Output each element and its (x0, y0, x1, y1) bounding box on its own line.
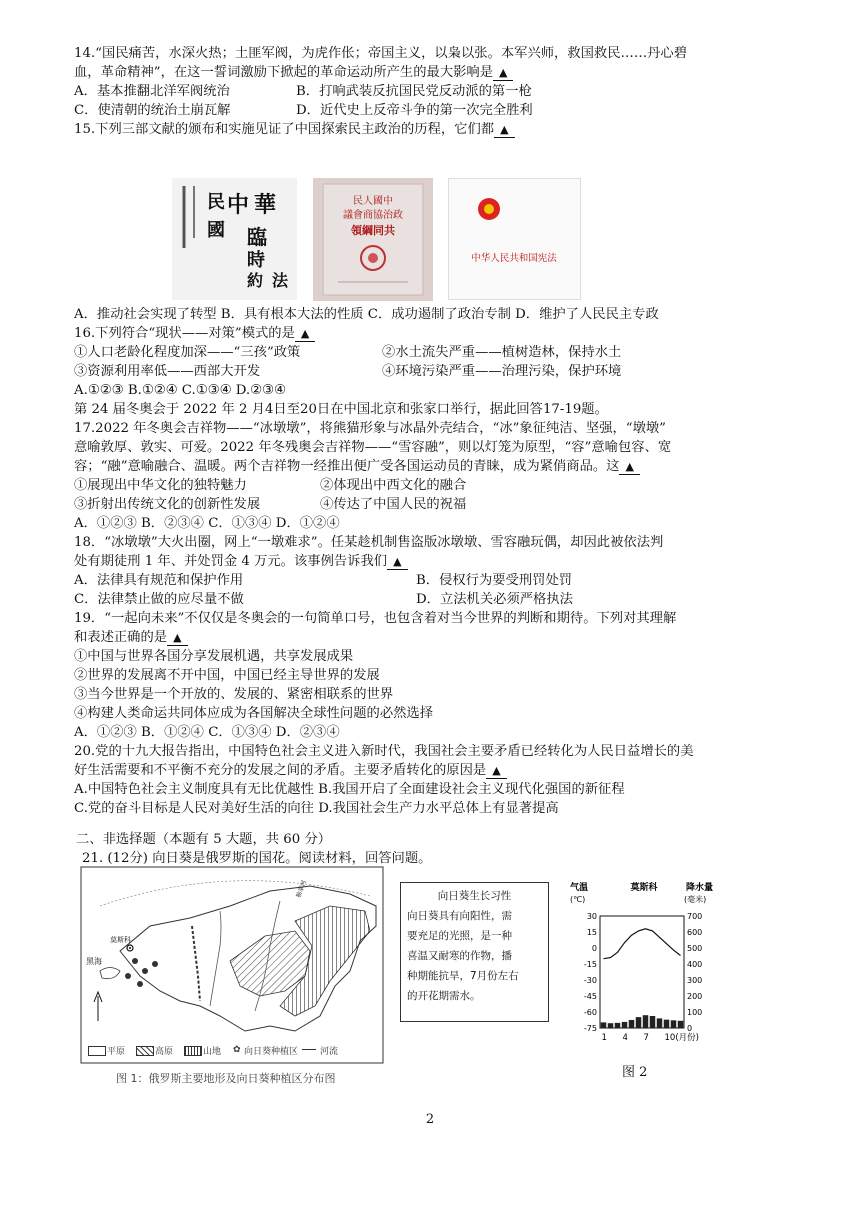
q17-line2: 意喻敦厚、敦实、可爱。2022 年冬残奥会吉祥物——“雪容融”，则以灯笼为原型，“容”意喻包容、宽 (74, 440, 672, 455)
temp-tick-label: -15 (583, 960, 597, 969)
img1-char: 約 (247, 271, 264, 290)
precip-tick-label: 300 (687, 976, 703, 985)
q18-line1: 18．“冰墩墩”大火出圈，网上“一墩难求”。任某趁机制售盗版冰墩墩、雪容融玩偶，却因此被依法判 (74, 535, 664, 550)
russia-map (80, 866, 384, 1064)
q17-item-4: ④传达了中国人民的祝福 (320, 497, 467, 512)
fig1-caption: 图 1：俄罗斯主要地形及向日葵种植区分布图 (116, 1072, 336, 1085)
temp-tick-label: -30 (583, 976, 597, 985)
precip-bar (622, 1022, 628, 1028)
answer-blank: ▲ (387, 555, 407, 570)
q15-options: A．推动社会实现了转型 B．具有根本大法的性质 C．成功遏制了政治专制 D．维护了人民民主专政 (74, 307, 659, 322)
img1-char: 華 (254, 192, 277, 218)
precip-axis-unit: (毫米) (684, 895, 707, 904)
precip-tick-label: 500 (687, 944, 703, 953)
provisional-constitution-image (172, 178, 297, 300)
q20-line2: 好生活需要和不平衡不充分的发展之间的矛盾。主要矛盾转化的原因是 ▲ (74, 761, 507, 781)
section-intro: 第 24 届冬奥会于 2022 年 2 月4日至20日在中国北京和张家口举行，据此回答17-19题。 (74, 402, 608, 417)
habit-line-2: 要充足的光照，是一种 (407, 930, 512, 942)
q21-stem: 21. (12分) 向日葵是俄罗斯的国花。阅读材料，回答问题。 (82, 851, 432, 866)
precip-bar (629, 1020, 635, 1028)
q16-item-1: ①人口老龄化程度加深——“三孩”政策 (74, 345, 301, 360)
precip-tick-label: 100 (687, 1008, 703, 1017)
map-label-city: 莫斯科 (110, 936, 131, 944)
precip-bar (664, 1020, 670, 1028)
q17-line3: 容；“融”意喻融合、温暖。两个吉祥物一经推出便广受各国运动员的青睐，成为紧俏商品。这 ▲ (74, 457, 640, 477)
climate-chart-svg (566, 880, 726, 1048)
img3-text: 中华人民共和国宪法 (471, 253, 557, 264)
q16-item-2: ②水土流失严重——植树造林，保持水土 (382, 345, 622, 360)
legend-sunflower: 向日葵种植区 (244, 1047, 299, 1057)
q16-item-4: ④环境污染严重——治理污染，保护环境 (382, 364, 622, 379)
q20-line1: 20.党的十九大报告指出，中国特色社会主义进入新时代，我国社会主要矛盾已经转化为人民日益增长的美 (74, 744, 694, 759)
temp-axis-unit: (℃) (570, 895, 586, 904)
legend-swatch-mountain (184, 1046, 202, 1056)
q18-option-a: A．法律具有规范和保护作用 (74, 573, 244, 588)
month-tick-label: 1 (601, 1033, 607, 1043)
habit-line-5: 的开花期需水。 (407, 990, 481, 1002)
habit-line-1: 向日葵具有向阳性，需 (407, 910, 512, 922)
q14-stem-line1: 14.“国民痛苦，水深火热；土匪军阀，为虎作伥；帝国主义，以枭以张。本军兴师，救国救民……丹心碧 (74, 46, 688, 61)
plot-frame (600, 916, 684, 1028)
img1-char: 時 (247, 250, 265, 271)
img1-char: 中 (227, 192, 250, 218)
q14-option-a: A．基本推翻北洋军阀统治 (74, 84, 230, 99)
chart-title: 莫斯科 (630, 883, 658, 893)
map-label-sea: 黑海 (86, 957, 102, 966)
q16-item-3: ③资源利用率低——西部大开发 (74, 364, 261, 379)
precip-tick-label: 0 (687, 1024, 693, 1033)
precip-bar (657, 1018, 663, 1028)
img2-text: 民人國中 (353, 196, 393, 207)
page-number: 2 (425, 1112, 435, 1127)
month-tick-label: 7 (643, 1033, 649, 1043)
answer-blank: ▲ (494, 123, 514, 138)
precip-bar (643, 1015, 649, 1028)
q16-stem: 16.下列符合“现状——对策”模式的是 ▲ (74, 324, 315, 344)
q19-item-2: ②世界的发展离不开中国，中国已经主导世界的发展 (74, 668, 380, 683)
precip-bar (608, 1023, 614, 1028)
answer-blank: ▲ (295, 327, 315, 342)
precip-tick-label: 700 (687, 912, 703, 921)
q14-option-c: C．使清朝的统治土崩瓦解 (74, 103, 231, 118)
precip-tick-label: 200 (687, 992, 703, 1001)
legend-mountain: 山地 (203, 1047, 222, 1057)
fig2-caption: 图 2 (622, 1065, 648, 1080)
answer-blank: ▲ (167, 631, 187, 646)
habit-line-4: 种期能抗旱，7月份左右 (407, 970, 519, 982)
constitution-image (448, 178, 581, 300)
legend-swatch-river (302, 1049, 316, 1050)
q16-options: A.①②③ B.①②④ C.①③④ D.②③④ (74, 383, 286, 398)
answer-blank: ▲ (493, 66, 513, 81)
q17-item-1: ①展现出中华文化的独特魅力 (74, 478, 247, 493)
temp-tick-label: -60 (583, 1008, 597, 1017)
q17-options: A．①②③ B．②③④ C．①③④ D．①②④ (74, 516, 340, 531)
precip-bar (678, 1021, 684, 1028)
q14-option-b: B．打响武装反抗国民党反动派的第一枪 (296, 84, 532, 99)
q19-options: A．①②③ B．①②④ C．①③④ D．②③④ (74, 725, 340, 740)
answer-blank: ▲ (486, 764, 506, 779)
temp-tick-label: 0 (591, 944, 597, 953)
q19-item-3: ③当今世界是一个开放的、发展的、紧密相联系的世界 (74, 687, 394, 702)
common-program-image (313, 178, 433, 301)
q20-options-ab: A.中国特色社会主义制度具有无比优越性 B.我国开启了全面建设社会主义现代化强国的新征程 (74, 782, 625, 797)
img1-char: 國 (207, 220, 225, 241)
q18-option-b: B．侵权行为要受刑罚处罚 (416, 573, 573, 588)
precip-bar (601, 1022, 607, 1028)
answer-blank: ▲ (619, 460, 639, 475)
precip-axis-label: 降水量 (686, 883, 714, 893)
temp-tick-label: -45 (583, 992, 597, 1001)
img2-text: 領綱同共 (351, 224, 395, 237)
map-label-river: 勒拿河 (295, 879, 309, 899)
month-tick-label: 10(月份) (664, 1033, 699, 1043)
q18-line2: 处有期徒刑 1 年、并处罚金 4 万元。该事例告诉我们 ▲ (74, 552, 408, 572)
q17-item-3: ③折射出传统文化的创新性发展 (74, 497, 261, 512)
habit-line-3: 喜温又耐寒的作物，播 (407, 950, 512, 962)
precip-bar (636, 1017, 642, 1028)
q18-option-c: C．法律禁止做的应尽量不做 (74, 592, 244, 607)
img1-char: 臨 (247, 225, 267, 249)
precip-bar (650, 1016, 656, 1028)
legend-swatch-plateau (136, 1046, 154, 1056)
month-tick-label: 4 (622, 1033, 628, 1043)
q17-item-2: ②体现出中西文化的融合 (320, 478, 467, 493)
q19-item-1: ①中国与世界各国分享发展机遇，共享发展成果 (74, 649, 354, 664)
russia-map-figure (80, 866, 384, 1064)
img1-char: 法 (272, 271, 289, 290)
legend-swatch-plain (88, 1046, 106, 1056)
map-legend (80, 1044, 384, 1060)
legend-plateau: 高原 (155, 1047, 174, 1057)
img2-text: 議會商協治政 (343, 210, 403, 221)
precip-tick-label: 400 (687, 960, 703, 969)
sunflower-habit-box (400, 882, 549, 1022)
moscow-climate-chart (566, 880, 726, 1048)
temperature-line (604, 929, 681, 959)
img1-char: 民 (207, 192, 225, 213)
temp-axis-label: 气温 (570, 883, 589, 893)
q15-stem: 15.下列三部文献的颁布和实施见证了中国探索民主政治的历程，它们都 ▲ (74, 120, 515, 140)
q19-item-4: ④构建人类命运共同体应成为各国解决全球性问题的必然选择 (74, 706, 434, 721)
sunflower-icon: ✿ (233, 1045, 241, 1055)
q18-option-d: D．立法机关必须严格执法 (416, 592, 573, 607)
legend-plain: 平原 (107, 1047, 126, 1057)
q14-stem-line2: 血，革命精神”，在这一誓词激励下掀起的革命运动所产生的最大影响是 ▲ (74, 63, 513, 83)
q14-option-d: D．近代史上反帝斗争的第一次完全胜利 (296, 103, 533, 118)
q19-line2: 和表述正确的是 ▲ (74, 628, 188, 648)
q17-line1: 17.2022 年冬奥会吉祥物——“冰墩墩”，将熊猫形象与冰晶外壳结合，“冰”象征纯洁、坚强，“墩墩” (74, 421, 666, 436)
temp-tick-label: 30 (586, 912, 597, 921)
precip-tick-label: 600 (687, 928, 703, 937)
temp-tick-label: 15 (586, 928, 597, 937)
habit-title: 向日葵生长习性 (437, 890, 512, 902)
precip-bar (671, 1020, 677, 1028)
precip-bar (615, 1023, 621, 1028)
section-2-heading: 二、非选择题（本题有 5 大题，共 60 分） (76, 832, 332, 847)
temp-tick-label: -75 (583, 1024, 597, 1033)
q20-options-cd: C.党的奋斗目标是人民对美好生活的向往 D.我国社会生产力水平总体上有显著提高 (74, 801, 559, 816)
q19-line1: 19．“一起向未来”不仅仅是冬奥会的一句简单口号，也包含着对当今世界的判断和期待。下列对其理解 (74, 611, 677, 626)
legend-river: 河流 (320, 1047, 339, 1057)
